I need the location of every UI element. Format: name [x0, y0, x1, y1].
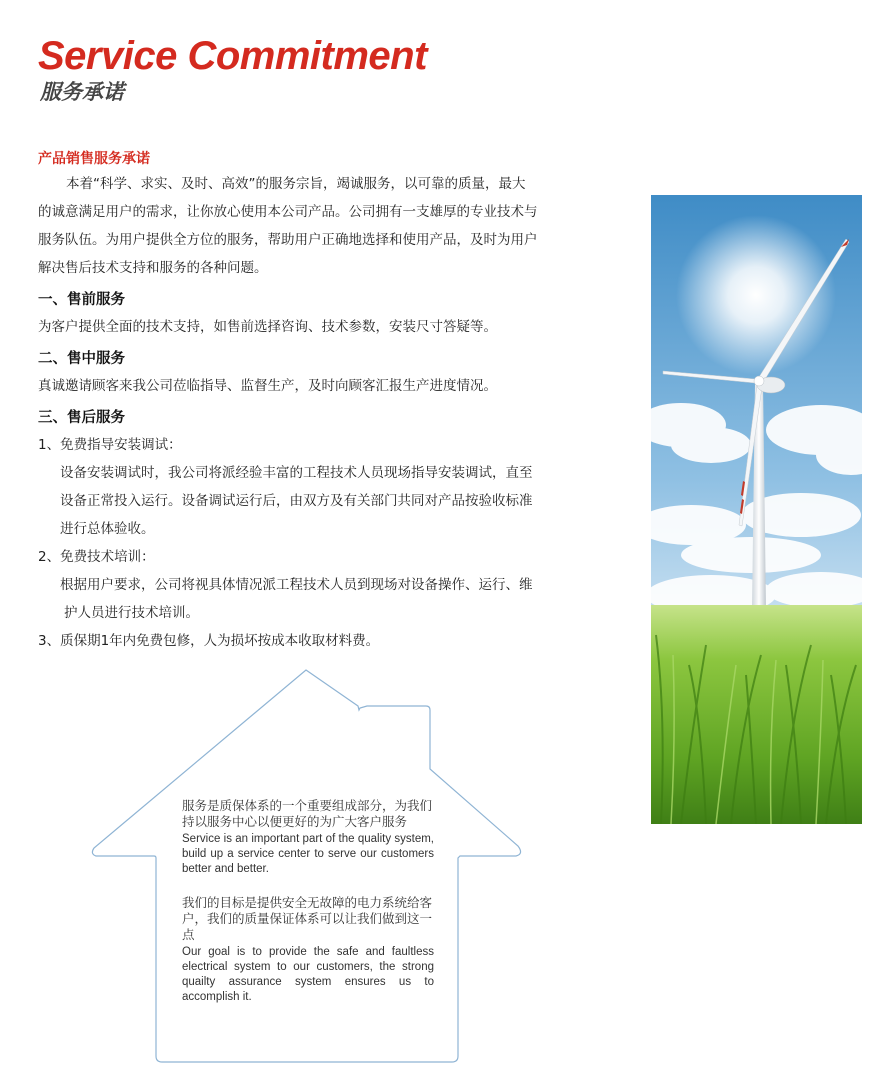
after-sale-item1-body	[38, 459, 588, 543]
intro-line-3: 服务队伍。为用户提供全方位的服务，帮助用户正确地选择和使用产品，及时为用户	[38, 232, 538, 248]
section-title: 产品销售服务承诺	[38, 151, 150, 167]
after-sale-item1-title: 1、免费指导安装调试：	[38, 437, 182, 453]
after-sale-item3: 3、质保期1年内免费包修，人为损坏按成本收取材料费。	[38, 633, 380, 649]
house-en-1: Service is an important part of the quality system, build up a service center to serve our customers better and better.	[182, 833, 434, 875]
wind-turbine-image	[651, 195, 862, 824]
house-cn-2: 我们的目标是提供安全无故障的电力系统给客户，我们的质量保证体系可以让我们做到这一点	[182, 895, 433, 942]
house-cn-1: 服务是质保体系的一个重要组成部分，为我们持以服务中心以便更好的为广大客户服务	[182, 798, 433, 829]
intro-line-2: 的诚意满足用户的需求，让你放心使用本公司产品。公司拥有一支雄厚的专业技术与	[38, 204, 538, 220]
item1-line-3: 进行总体验收。	[60, 521, 155, 537]
intro-line-4: 解决售后技术支持和服务的各种问题。	[38, 260, 268, 276]
item2-line-1: 根据用户要求，公司将视具体情况派工程技术人员到现场对设备操作、运行、维	[60, 577, 533, 593]
item1-line-1: 设备安装调试时，我公司将派经验丰富的工程技术人员现场指导安装调试，直至	[60, 465, 533, 481]
after-sale-item2-title: 2、免费技术培训：	[38, 549, 155, 565]
item2-line-2: 护人员进行技术培训。	[64, 605, 199, 621]
pre-sale-heading: 一、售前服务	[38, 292, 125, 308]
after-sale-heading: 三、售后服务	[38, 410, 125, 426]
item1-line-2: 设备正常投入运行。设备调试运行后，由双方及有关部门共同对产品按验收标准	[60, 493, 533, 509]
intro-line-1: 本着“科学、求实、及时、高效”的服务宗旨，竭诚服务，以可靠的质量，最大	[66, 176, 526, 192]
after-sale-item2-body	[38, 571, 588, 627]
house-en-2: Our goal is to provide the safe and faultless electrical system to our customers, the strong quailty assurance system ensures us to accomplish it.	[182, 946, 434, 1003]
pre-sale-body: 为客户提供全面的技术支持，如售前选择咨询、技术参数，安装尺寸答疑等。	[38, 319, 497, 335]
page-title-en: Service Commitment	[38, 34, 427, 78]
house-text	[182, 798, 434, 1005]
page-title-cn: 服务承诺	[40, 80, 124, 104]
in-sale-heading: 二、售中服务	[38, 351, 125, 367]
main-content	[38, 148, 588, 655]
in-sale-body: 真诚邀请顾客来我公司莅临指导、监督生产，及时向顾客汇报生产进度情况。	[38, 378, 497, 394]
